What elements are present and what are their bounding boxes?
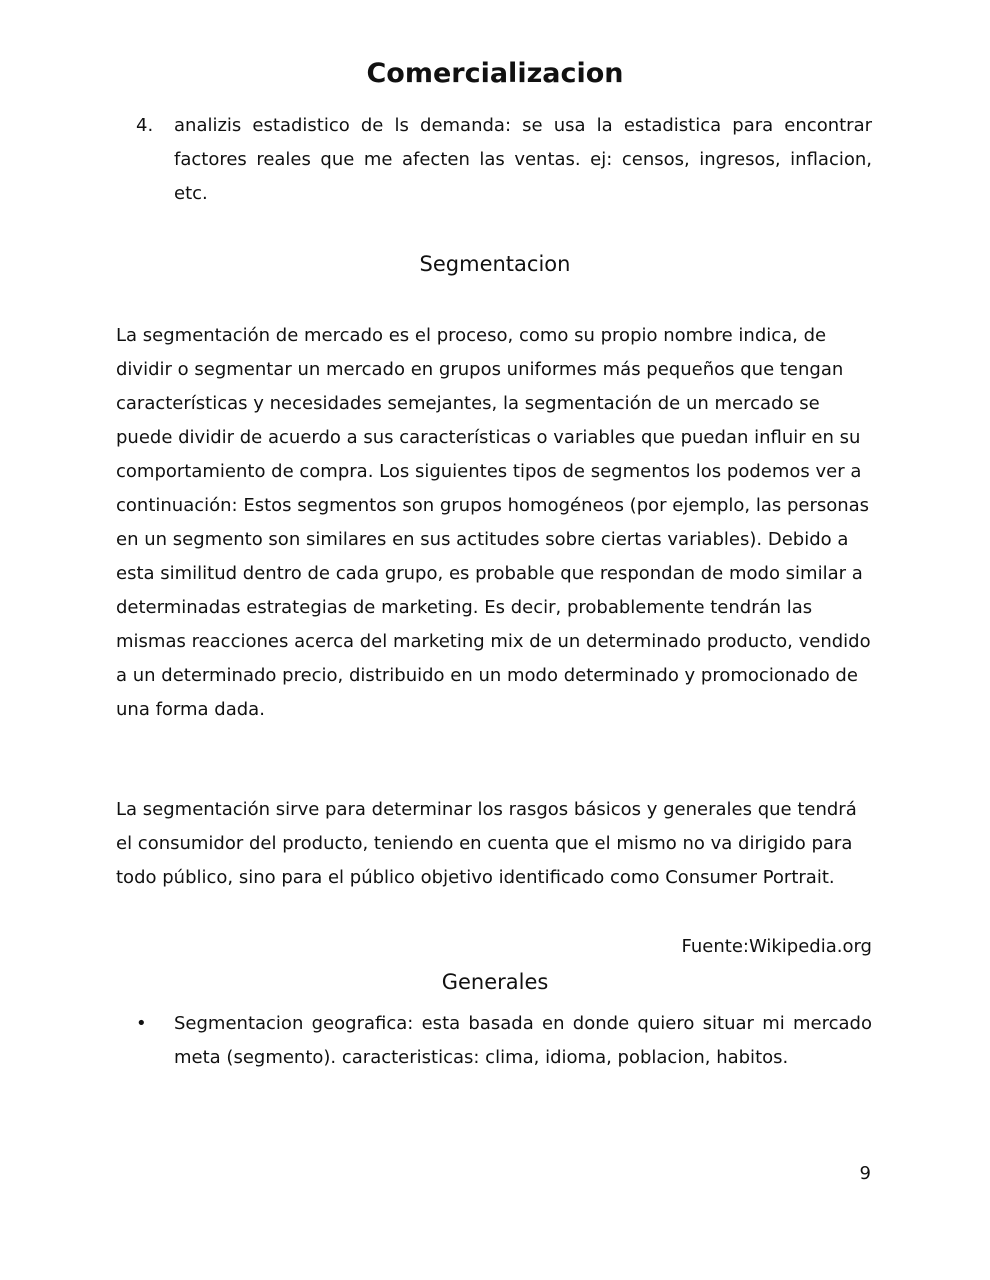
- document-title: Comercializacion: [366, 58, 624, 89]
- numbered-list-item: [116, 109, 872, 211]
- paragraph-segmentacion-purpose: La segmentación sirve para determinar los rasgos básicos y generales que tendrá el consumidor del producto, teniendo en cuenta que el mismo no va dirigido para todo público, sino para el público objetivo identificado como Consumer Portrait.: [116, 799, 857, 888]
- section-heading-segmentacion: Segmentacion: [419, 252, 571, 276]
- list-number: 4.: [136, 115, 154, 136]
- section-heading-generales: Generales: [441, 970, 549, 994]
- list-item-text: analizis estadistico de ls demanda: se usa la estadistica para encontrar factores reales que me afecten las ventas. ej: censos, ingresos, inflacion, etc.: [174, 115, 872, 204]
- page-number: 9: [859, 1163, 871, 1184]
- source-citation: Fuente:Wikipedia.org: [681, 936, 872, 957]
- paragraph-segmentacion-definition: La segmentación de mercado es el proceso, como su propio nombre indica, de dividir o segmentar un mercado en grupos uniformes más pequeños que tengan características y necesidades semejantes, la segmentación de un mercado se puede dividir de acuerdo a sus características o variables que puedan influir en su comportamiento de compra. Los siguientes tipos de segmentos los podemos ver a continuación: Estos segmentos son grupos homogéneos (por ejemplo, las personas en un segmento son similares en sus actitudes sobre ciertas variables). Debido a esta similitud dentro de cada grupo, es probable que respondan de modo similar a determinadas estrategias de marketing. Es decir, probablemente tendrán las mismas reacciones acerca del marketing mix de un determinado producto, vendido a un determinado precio, distribuido en un modo determinado y promocionado de una forma dada.: [116, 325, 871, 720]
- bullet-marker: •: [136, 1013, 147, 1034]
- bullet-list-item: [116, 1007, 872, 1075]
- bullet-item-text: Segmentacion geografica: esta basada en donde quiero situar mi mercado meta (segmento). caracteristicas: clima, idioma, poblacion, habitos.: [174, 1013, 872, 1068]
